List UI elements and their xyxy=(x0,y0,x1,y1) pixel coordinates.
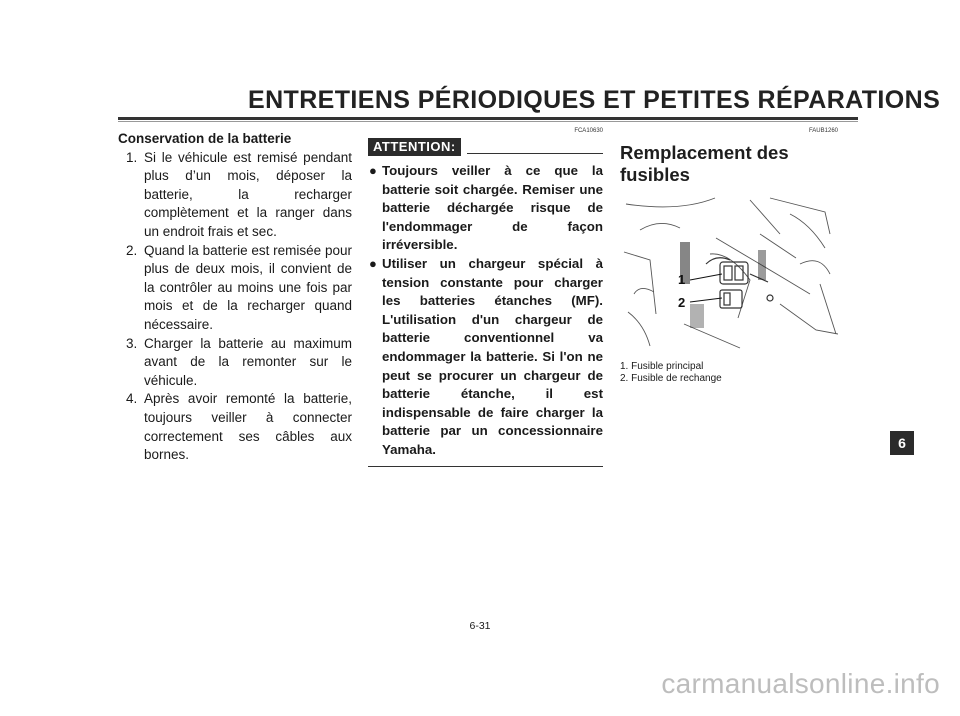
fuse-section xyxy=(620,128,840,385)
attention-ref-code: FCA10630 xyxy=(574,128,603,134)
step-number: 4. xyxy=(126,391,138,407)
chapter-tab: 6 xyxy=(890,431,914,455)
watermark: carmanualsonline.info xyxy=(661,668,940,699)
fuse-section-title: Remplacement des fusibles xyxy=(620,142,789,185)
step-text: Après avoir remonté la batterie, toujours veiller à connecter correctement ses câbles aux bornes. xyxy=(144,391,352,463)
bullet-icon: ● xyxy=(369,255,377,271)
fuse-box-illustration xyxy=(620,194,838,354)
battery-storage-section xyxy=(118,130,352,465)
list-item xyxy=(118,335,352,391)
list-item xyxy=(368,255,603,460)
fuse-ref-code: FAUB1260 xyxy=(808,128,838,134)
attention-bottom-rule xyxy=(368,466,603,467)
warning-text: Utiliser un chargeur spécial à tension constante pour charger les batteries étanches (MF). L'utilisation d'un chargeur de batterie conventionnel va endommager la batterie. Si l'on ne peut se procurer un chargeur de batterie étanche, il est indispensable de faire charger la batterie par un concessionnaire Yamaha. xyxy=(382,255,603,457)
battery-steps-list xyxy=(118,149,352,465)
step-text: Charger la batterie au maximum avant de la remonter sur le véhicule. xyxy=(144,335,352,388)
header-rule xyxy=(118,117,858,120)
list-item xyxy=(118,390,352,464)
attention-rule xyxy=(467,153,603,154)
list-item xyxy=(118,149,352,242)
attention-header xyxy=(368,138,603,156)
step-text: Si le véhicule est remisé pendant plus d’un mois, déposer la batterie, la recharger complètement et la ranger dans un endroit frais et sec. xyxy=(144,149,352,239)
list-item xyxy=(368,162,603,255)
callout-label-1: 1 xyxy=(678,272,686,287)
step-number: 2. xyxy=(126,242,138,258)
chapter-header-title: ENTRETIENS PÉRIODIQUES ET PETITES RÉPARATIONS xyxy=(248,86,941,114)
header-rule-thin xyxy=(118,121,858,122)
battery-section-title: Conservation de la batterie xyxy=(118,131,292,146)
fuse-caption-1: 1. Fusible principal xyxy=(620,361,704,372)
warning-text: Toujours veiller à ce que la batterie soit chargée. Remiser une batterie déchargée risque de l'endommager de façon irréversible. xyxy=(382,163,603,253)
step-number: 1. xyxy=(126,149,138,165)
callout-label-2: 2 xyxy=(678,295,686,310)
page-number: 6-31 xyxy=(469,620,491,632)
step-number: 3. xyxy=(126,335,138,351)
attention-box xyxy=(368,128,603,467)
attention-label: ATTENTION: xyxy=(368,138,461,156)
attention-bullets xyxy=(368,162,603,460)
bullet-icon: ● xyxy=(369,163,377,178)
step-text: Quand la batterie est remisée pour plus de deux mois, il convient de la contrôler au moins une fois par mois et de la recharger quand nécessaire. xyxy=(144,242,352,332)
list-item xyxy=(118,242,352,335)
fuse-caption-2: 2. Fusible de rechange xyxy=(620,373,722,384)
